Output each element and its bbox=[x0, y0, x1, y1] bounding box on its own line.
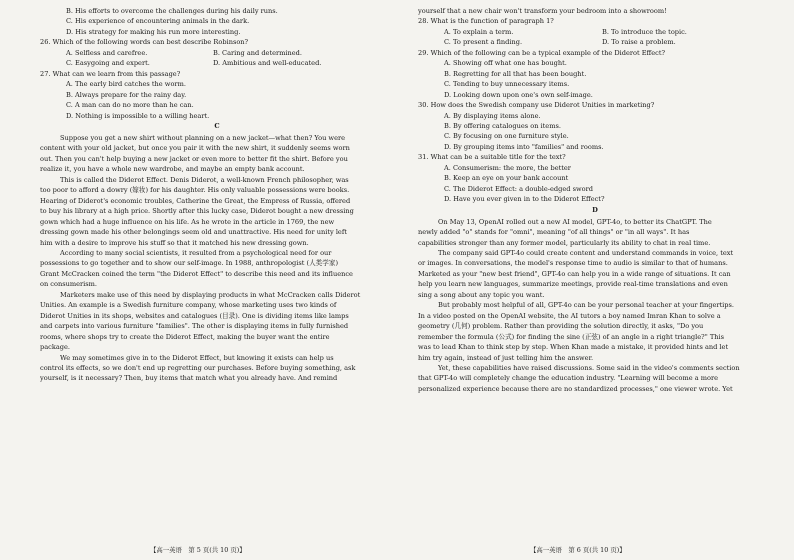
answer-option: A. By displaying items alone. bbox=[444, 111, 541, 120]
passage-line: on consumerism. bbox=[40, 280, 97, 289]
passage-line: On May 13, OpenAI rolled out a new AI model, GPT-4o, to better its ChatGPT. The bbox=[438, 217, 712, 226]
passage-line: too poor to afford a dowry (嫁妆) for his daughter. His only valuable possessions were books. bbox=[40, 186, 350, 195]
passage-line: Suppose you get a new shirt without planning on a new jacket—what then? You were bbox=[60, 133, 346, 142]
answer-option: B. To introduce the topic. bbox=[602, 27, 687, 36]
answer-option: B. Keep an eye on your bank account bbox=[444, 174, 569, 183]
passage-line: But probably most helpful of all, GPT-4o can be your personal teacher at your fingertips. bbox=[438, 301, 734, 310]
passage-line: rooms, where shops try to create the Diderot Effect, making the buyer want the entire bbox=[40, 332, 330, 341]
passage-line: According to many social scientists, it resulted from a psychological need for our bbox=[60, 248, 332, 257]
passage-line: and carpets into various furniture "families". The other is displaying items in fully furnished bbox=[40, 322, 349, 331]
passage-line: possessions to go together and to show our self-image. In 1988, anthropologist (人类学家) bbox=[40, 259, 339, 268]
passage-line: Yet, these capabilities have raised discussions. Some said in the video's comments section bbox=[438, 363, 740, 372]
passage-line: package. bbox=[40, 343, 70, 352]
answer-option: D. Looking down upon one's own self-image. bbox=[444, 90, 593, 99]
answer-option: C. The Diderot Effect: a double-edged sword bbox=[444, 184, 593, 193]
passage-line: yourself that a new chair won't transform your bedroom into a showroom! bbox=[418, 7, 667, 15]
answer-option: A. The early bird catches the worm. bbox=[66, 80, 186, 89]
answer-option-row bbox=[40, 48, 394, 58]
answer-option: C. Easygoing and expert. bbox=[66, 59, 150, 68]
answer-option: D. To raise a problem. bbox=[602, 38, 676, 47]
answer-option: B. Regretting for all that has been bought. bbox=[444, 69, 587, 78]
question-stem: 31. What can be a suitable title for the text? bbox=[418, 153, 566, 162]
passage-line: In a video posted on the OpenAI website, the AI tutors a boy named Imran Khan to solve a bbox=[418, 311, 721, 320]
answer-option: D. Ambitious and well-educated. bbox=[213, 59, 322, 68]
answer-option: A. Consumerism: the more, the better bbox=[444, 163, 571, 172]
question-stem: 27. What can we learn from this passage? bbox=[40, 69, 181, 78]
answer-option: A. Selfless and carefree. bbox=[66, 48, 148, 57]
question-stem: 28. What is the function of paragraph 1? bbox=[418, 17, 554, 26]
question-stem: 29. Which of the following can be a typical example of the Diderot Effect? bbox=[418, 48, 666, 57]
left-column bbox=[40, 6, 394, 384]
answer-option: D. His strategy for making his run more interesting. bbox=[66, 27, 241, 36]
passage-line: Diderot Unities in its shops, websites and catalogues (目录). One is dividing items like lamps bbox=[40, 311, 349, 320]
passage-line: realize it, you have a whole new wardrobe, and maybe an empty bank account. bbox=[40, 165, 305, 174]
passage-line: Marketed as your "new best friend", GPT-4o can help you in a wide range of situations. It can bbox=[418, 269, 731, 278]
answer-option: B. Caring and determined. bbox=[213, 48, 302, 57]
passage-line: him try again, instead of just telling him the answer. bbox=[418, 353, 594, 362]
passage-line: help you learn new languages, summarize meetings, provide real-time translations and even bbox=[418, 280, 728, 289]
passage-line: yourself, is it necessary? Then, buy items that match what you already have. And remind bbox=[40, 374, 338, 383]
question-stem: 26. Which of the following words can best describe Robinson? bbox=[40, 38, 249, 47]
right-column bbox=[418, 6, 772, 394]
passage-line: was to lead Khan to think step by step. When Khan made a mistake, it provided hints and let bbox=[418, 343, 729, 352]
answer-option: C. To present a finding. bbox=[444, 38, 523, 47]
answer-option: D. By grouping items into "families" and rooms. bbox=[444, 142, 604, 151]
answer-option: C. Tending to buy unnecessary items. bbox=[444, 80, 570, 89]
passage-line: gown which had a huge influence on his life. As he wrote in the article in 1769, the new bbox=[40, 217, 335, 226]
answer-option: A. Showing off what one has bought. bbox=[444, 59, 567, 68]
passage-line: to buy his library at a high price. Shortly after this lucky case, Diderot bought a new dressing bbox=[40, 207, 354, 216]
answer-option: B. By offering catalogues on items. bbox=[444, 121, 561, 130]
passage-line: remember the formula (公式) for finding the sine (正弦) of an angle in a right triangle?" This bbox=[418, 332, 724, 341]
passage-line: content with your old jacket, but once you pair it with the new shirt, it suddenly seems worn bbox=[40, 144, 350, 153]
answer-option: C. By focusing on one furniture style. bbox=[444, 132, 569, 141]
passage-line: Unities. An example is a Swedish furniture company, whose marketing uses two kinds of bbox=[40, 301, 337, 310]
passage-line: personalized experience because there are no standardized processes," one viewer wrote. Yet bbox=[418, 384, 733, 393]
answer-option-row bbox=[418, 27, 772, 37]
passage-line: geometry (几何) problem. Rather than providing the solution directly, it asks, "Do you bbox=[418, 322, 704, 331]
answer-option: B. Always prepare for the rainy day. bbox=[66, 90, 187, 99]
answer-option-row bbox=[418, 37, 772, 47]
passage-line: capabilities stronger than any former model, particularly its ability to chat in real time. bbox=[418, 238, 711, 247]
page-footer-right: 【高一英语 第 6 页(共 10 页)】 bbox=[530, 546, 626, 554]
question-stem: 30. How does the Swedish company use Diderot Unities in marketing? bbox=[418, 101, 655, 110]
passage-line: We may sometimes give in to the Diderot Effect, but knowing it exists can help us bbox=[60, 353, 334, 362]
page-footer-left: 【高一英语 第 5 页(共 10 页)】 bbox=[150, 546, 246, 554]
passage-line: Grant McCracken coined the term "the Diderot Effect" to describe this need and its influence bbox=[40, 269, 353, 278]
passage-line: that GPT-4o will completely change the education industry. "Learning will become a more bbox=[418, 374, 719, 383]
passage-line: or images. In conversations, the model's response time to audio is similar to that of humans. bbox=[418, 259, 728, 268]
section-heading: C bbox=[214, 121, 220, 130]
passage-line: Marketers make use of this need by displaying products in what McCracken calls Diderot bbox=[60, 290, 361, 299]
answer-option: D. Have you ever given in to the Diderot Effect? bbox=[444, 195, 605, 204]
passage-line: This is called the Diderot Effect. Denis Diderot, a well-known French philosopher, was bbox=[60, 175, 349, 184]
passage-line: newly added "o" stands for "omni", meaning "of all things" or "in all ways". It has bbox=[418, 228, 690, 237]
answer-option: D. Nothing is impossible to a willing heart. bbox=[66, 111, 210, 120]
passage-line: Hearing of Diderot's economic troubles, Catherine the Great, the Empress of Russia, offered bbox=[40, 196, 351, 205]
passage-line: control its effects, so we don't end up regretting our purchases. Before buying something, ask bbox=[40, 363, 356, 372]
passage-line: him with a desire to improve his stuff so that it matched his new dressing gown. bbox=[40, 238, 309, 247]
section-heading: D bbox=[592, 205, 598, 214]
passage-line: dressing gown made his other belongings seem old and unattractive. His need for unity left bbox=[40, 228, 347, 237]
answer-option: A. To explain a term. bbox=[444, 27, 514, 36]
answer-option: C. His experience of encountering animals in the dark. bbox=[66, 17, 250, 26]
passage-line: sing a song about any topic you want. bbox=[418, 290, 545, 299]
answer-option: B. His efforts to overcome the challenges during his daily runs. bbox=[66, 7, 278, 15]
passage-line: out. Then you can't help buying a new jacket or even more to better fit the shirt. Before you bbox=[40, 154, 348, 163]
answer-option: C. A man can do no more than he can. bbox=[66, 101, 194, 110]
answer-option-row bbox=[40, 58, 394, 68]
passage-line: The company said GPT-4o could create content and understand commands in voice, text bbox=[438, 248, 734, 257]
